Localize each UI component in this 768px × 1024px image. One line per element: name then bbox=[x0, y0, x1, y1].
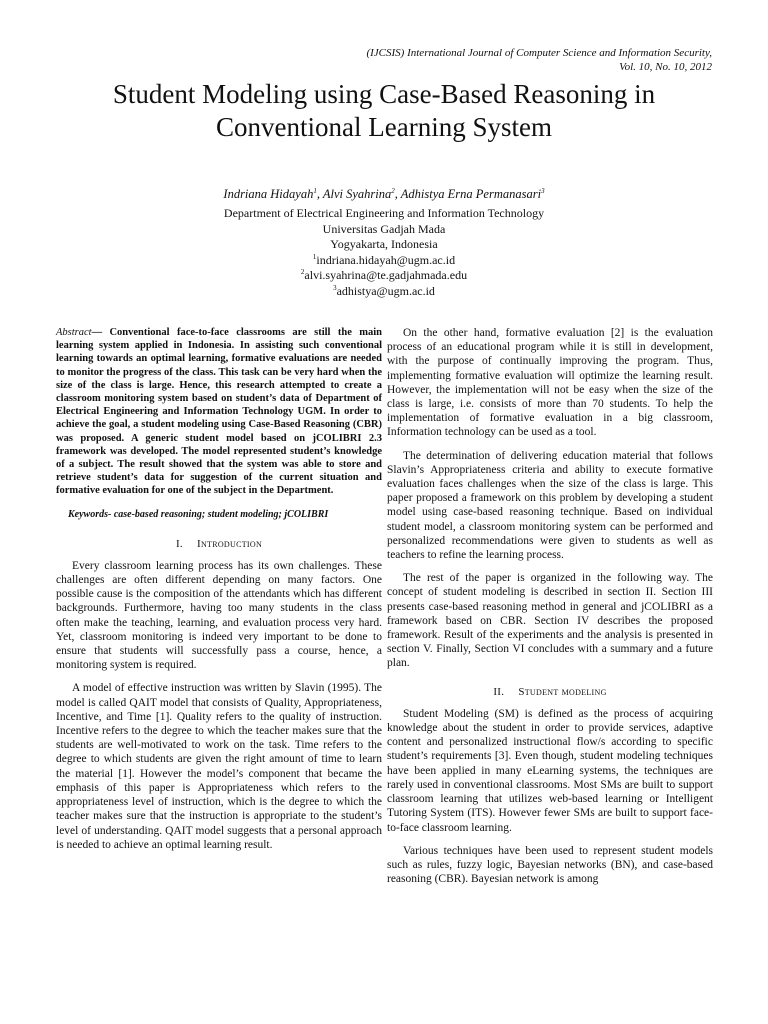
journal-volume: Vol. 10, No. 10, 2012 bbox=[619, 61, 712, 73]
email-2-line bbox=[60, 268, 708, 284]
title-line-2: Conventional Learning System bbox=[216, 112, 552, 142]
affiliation-block bbox=[60, 206, 708, 299]
author-3-sup: 3 bbox=[541, 186, 545, 195]
paper-title bbox=[40, 78, 728, 144]
right-column bbox=[387, 326, 713, 895]
author-list: Indriana Hidayah$^1$, Alvi Syahrina$^2$, Adhistya Erna Permanasari$^3$ bbox=[223, 186, 545, 201]
section-heading-introduction bbox=[56, 537, 382, 551]
section-2-number: II. bbox=[493, 685, 505, 698]
email-3: adhistya@ugm.ac.id bbox=[336, 283, 435, 298]
university: Universitas Gadjah Mada bbox=[322, 221, 446, 236]
section-heading-student-modeling bbox=[387, 685, 713, 699]
email-2-sup: 2 bbox=[300, 268, 305, 276]
abstract-lead: Abstract bbox=[56, 327, 92, 338]
author-2: Alvi Syahrina bbox=[322, 187, 392, 201]
author-2-sup: 2 bbox=[391, 186, 395, 195]
left-column bbox=[56, 326, 382, 861]
paragraph: Various techniques have been used to represent student models such as rules, fuzzy logic, Bayesian networks (BN), and case-based reasoning (CBR). Bayesian network is among bbox=[387, 844, 713, 886]
author-1: Indriana Hidayah bbox=[223, 187, 314, 201]
email-1: indriana.hidayah@ugm.ac.id bbox=[316, 252, 456, 267]
city: Yogyakarta, Indonesia bbox=[330, 237, 438, 251]
email-1-line bbox=[60, 253, 708, 269]
paragraph: Every classroom learning process has its own challenges. These challenges are often different depending on many factors. One possible cause is the composition of the attendants which has different backgrounds. Furthermore, having too many students in the class often make the teaching, learning, and evaluation process very hard. Yet, classroom monitoring is indeed very important to be done to ensure that students will successfully pass a course, hence, a monitoring system is required. bbox=[56, 559, 382, 672]
paragraph: A model of effective instruction was written by Slavin (1995). The model is called QAIT model that consists of Quality, Appropriateness, Incentive, and Time [1]. Quality refers to the quality of instruction. Incentive refers to the degree to which the teacher makes sure that the students are well-motivated to work on the task. Time refers to the degree to which students are given the right amount of time to learn the material [1]. However the model’s component that became the emphasis of this paper is Appropriateness which refers to the appropriateness level of instruction, which is the degree to which the teacher makes sure that the instruction is appropriate to the student’s level of understanding. QAIT model suggests that a personal approach is needed to achieve an optimal learning result. bbox=[56, 682, 382, 851]
section-2-title: Student modeling bbox=[518, 685, 607, 698]
author-1-sup: 1 bbox=[313, 186, 317, 195]
email-1-sup: 1 bbox=[312, 252, 317, 261]
paragraph: The rest of the paper is organized in the following way. The concept of student modeling is described in section II. Section III presents case-based reasoning method in general and jCOLIBRI as a framework based on CBR. Section IV describes the proposed framework. Result of the experiments and the analysis is presented in section V. Finally, Section VI concludes with a summary and a future plan. bbox=[387, 572, 713, 670]
abstract-text: — Conventional face-to-face classrooms are still the main learning system applied in Indonesia. In assisting such conventional learning towards an optimal learning, formative evaluations are needed to monitor the progress of the class. This task can be very hard when the size of the class is large. Hence, this research attempted to create a classroom monitoring system based on student’s data of Department of Electrical Engineering and Information Technology UGM. In order to achieve the goal, a student modeling using Case-Based Reasoning (CBR) was proposed. A generic student model based on jCOLIBRI 2.3 framework was developed. The model represented student’s knowledge of a subject. The result showed that the system was able to store and retrieve student’s data for suggestion of the current situation and formative evaluation for one of the subject in the Department. bbox=[56, 327, 382, 497]
email-3-sup: 3 bbox=[333, 283, 337, 292]
section-1-title: Introduction bbox=[196, 537, 263, 550]
paragraph: The determination of delivering education material that follows Slavin’s Appropriateness criteria and ability to execute formative evaluation faces challenges when the size of the class is large. This paper proposed a framework on this problem by developing a student model using case-based reasoning technique. Based on individual student model, a classroom monitoring system can be performed and personalized recommendations were given to students as well as teachers to refine the learning process. bbox=[387, 449, 713, 562]
journal-name: (IJCSIS) International Journal of Computer Science and Information Security, bbox=[366, 47, 712, 59]
abstract bbox=[56, 326, 382, 498]
paragraph: On the other hand, formative evaluation [2] is the evaluation process of an educational program while it is still in development, with the purpose of continually improving the program. Thus, implementing formative evaluation will optimize the learning result. However, the implementation will not be easy when the size of the class is large, i.e. consists of more than 70 students. To help the implementation of formative evaluation in a big classroom, Information technology can be used as a tool. bbox=[387, 327, 713, 439]
author-3: Adhistya Erna Permanasari bbox=[400, 187, 542, 201]
email-3-line bbox=[60, 284, 708, 300]
section-1-number: I. bbox=[175, 537, 183, 550]
journal-header bbox=[292, 46, 712, 74]
email-2: alvi.syahrina@te.gadjahmada.edu bbox=[304, 268, 468, 282]
keywords: Keywords- case-based reasoning; student modeling; jCOLIBRI bbox=[68, 508, 329, 520]
title-line-1: Student Modeling using Case-Based Reasoning in bbox=[112, 79, 656, 109]
department: Department of Electrical Engineering and Information Technology bbox=[223, 206, 545, 220]
paragraph: Student Modeling (SM) is defined as the process of acquiring knowledge about the student in order to provide services, adaptive content and personalized instructional flow/s according to specific student’s requirements [3]. Even though, student modeling techniques have been applied in many eLearning systems, the techniques are rarely used in conventional classrooms. Most SMs are built to support classroom learning that utilizes web-based learning or Intelligent Tutoring System (ITS). However fewer SMs are built to support face-to-face classroom learning. bbox=[387, 707, 713, 834]
